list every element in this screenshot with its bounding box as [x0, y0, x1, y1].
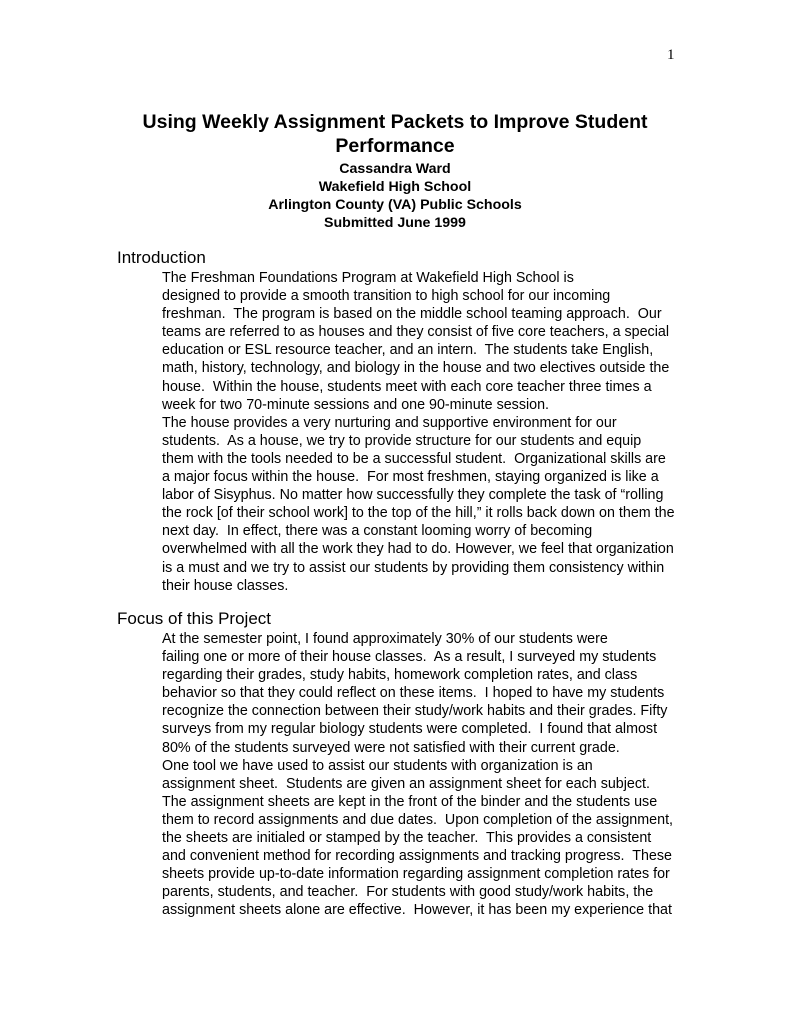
- text-line: designed to provide a smooth transition to high school for our incoming: [162, 288, 611, 305]
- byline: [110, 160, 680, 232]
- text-line: week for two 70-minute sessions and one 90-minute session.: [162, 396, 550, 413]
- text-line: them to record assignments and due dates. Upon completion of the assignment,: [162, 811, 674, 828]
- text-line: is a must and we try to assist our students by providing them consistency within: [162, 559, 665, 576]
- text-line: behavior so that they could reflect on these items. I hoped to have my students: [162, 685, 665, 702]
- text-line: their house classes.: [162, 577, 289, 594]
- text-line: education or ESL resource teacher, and an intern. The students take English,: [162, 342, 654, 359]
- text-line: overwhelmed with all the work they had to do. However, we feel that organization: [162, 541, 674, 558]
- text-line: next day. In effect, there was a constant looming worry of becoming: [162, 523, 593, 540]
- text-line: assignment sheet. Students are given an assignment sheet for each subject.: [162, 775, 650, 792]
- submission-date: Submitted June 1999: [324, 215, 466, 231]
- section-focus-of-project: [117, 608, 675, 920]
- paragraph: [117, 630, 675, 757]
- text-line: One tool we have used to assist our students with organization is an: [162, 757, 593, 774]
- text-line: failing one or more of their house classes. As a result, I surveyed my students: [162, 649, 657, 666]
- text-line: The Freshman Foundations Program at Wakefield High School is: [162, 270, 574, 286]
- text-line: regarding their grades, study habits, homework completion rates, and class: [162, 667, 638, 684]
- section-heading: Introduction: [117, 248, 206, 267]
- school-name: Wakefield High School: [318, 179, 472, 195]
- text-line: teams are referred to as houses and they consist of five core teachers, a special: [162, 324, 670, 341]
- text-line: freshman. The program is based on the middle school teaming approach. Our: [162, 306, 662, 323]
- text-line: recognize the connection between their study/work habits and their grades. Fifty: [162, 703, 668, 720]
- section-heading: Focus of this Project: [117, 609, 272, 628]
- paragraph: [117, 757, 675, 920]
- text-line: house. Within the house, students meet with each core teacher three times a: [162, 378, 652, 395]
- text-line: students. As a house, we try to provide structure for our students and equip: [162, 432, 642, 449]
- section-introduction: [117, 247, 675, 595]
- text-line: parents, students, and teacher. For students with good study/work habits, the: [162, 884, 654, 901]
- text-line: assignment sheets alone are effective. However, it has been my experience that: [162, 902, 672, 919]
- paragraph: [117, 269, 675, 414]
- text-line: them with the tools needed to be a successful student. Organizational skills are: [162, 450, 666, 467]
- text-line: the sheets are initialed or stamped by the teacher. This provides a consistent: [162, 830, 652, 847]
- text-line: surveys from my regular biology students were completed. I found that almost: [162, 721, 658, 738]
- text-line: the rock [of their school work] to the top of the hill,” it rolls back down on them the: [162, 505, 675, 522]
- text-line: The assignment sheets are kept in the front of the binder and the students use: [162, 793, 658, 810]
- text-line: At the semester point, I found approximately 30% of our students were: [162, 631, 608, 647]
- page-number: 1: [667, 47, 675, 63]
- text-line: sheets provide up-to-date information regarding assignment completion rates for: [162, 866, 670, 883]
- document-title: Using Weekly Assignment Packets to Improve Student Performance: [142, 111, 648, 157]
- text-line: The house provides a very nurturing and supportive environment for our: [162, 414, 617, 431]
- author-name: Cassandra Ward: [339, 161, 451, 177]
- text-line: math, history, technology, and biology in the house and two electives outside the: [162, 360, 670, 377]
- text-line: 80% of the students surveyed were not satisfied with their current grade.: [162, 739, 620, 756]
- text-line: a major focus within the house. For most freshmen, staying organized is like a: [162, 469, 659, 486]
- paragraph: [117, 414, 675, 595]
- text-line: and convenient method for recording assignments and tracking progress. These: [162, 848, 672, 865]
- text-line: labor of Sisyphus. No matter how successfully they complete the task of “rolling: [162, 487, 664, 504]
- district-name: Arlington County (VA) Public Schools: [268, 197, 522, 213]
